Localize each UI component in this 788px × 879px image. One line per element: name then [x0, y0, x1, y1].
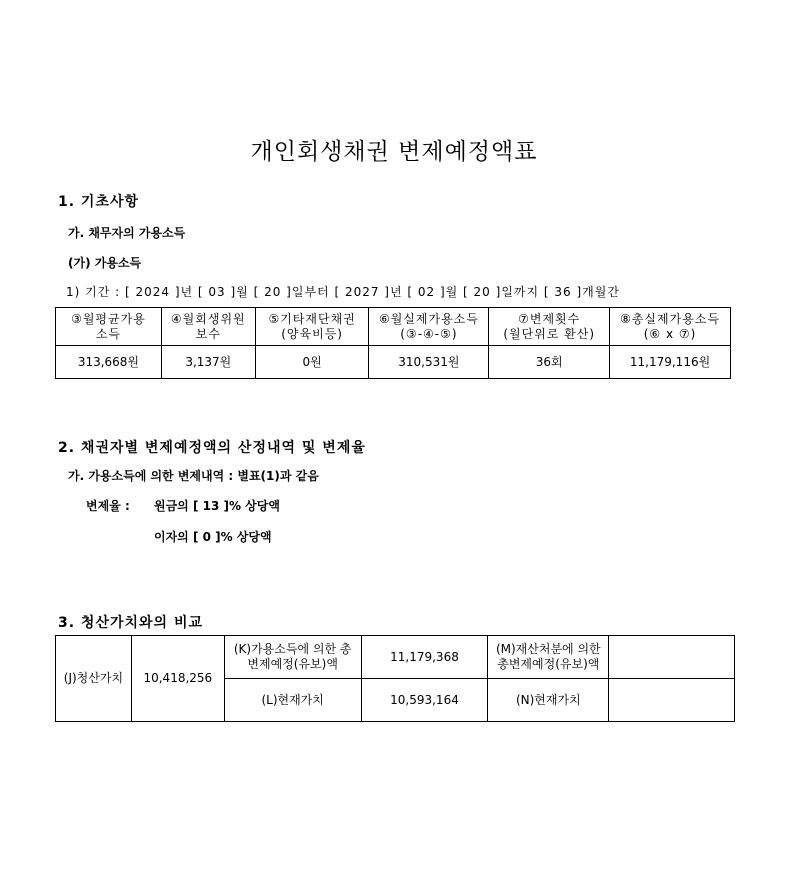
- section1-sub-ga: (가) 가용소득: [68, 256, 142, 270]
- header-commissioner-fee: ④월회생위원 보수: [161, 308, 255, 346]
- l-value: 10,593,164: [361, 679, 488, 722]
- value-commissioner-fee: 3,137원: [161, 346, 255, 379]
- interest-rate-line: 이자의 [ 0 ]% 상당액: [154, 530, 272, 544]
- m-label: (M)재산처분에 의한 총변제예정(유보)액: [488, 636, 609, 679]
- n-label: (N)현재가치: [488, 679, 609, 722]
- k-value: 11,179,368: [361, 636, 488, 679]
- value-total-actual-income: 11,179,116원: [610, 346, 731, 379]
- header-repayment-count: ⑦변제횟수 (월단위로 환산): [489, 308, 610, 346]
- section3-heading: 3. 청산가치와의 비교: [58, 615, 203, 631]
- section1-sub-a: 가. 채무자의 가용소득: [68, 226, 186, 240]
- k-label: (K)가용소득에 의한 총 변제예정(유보)액: [224, 636, 361, 679]
- comparison-row-1: [56, 636, 735, 679]
- document-title: 개인회생채권 변제예정액표: [250, 139, 538, 165]
- section2-heading: 2. 채권자별 변제예정액의 산정내역 및 변제율: [58, 440, 366, 456]
- value-other-claims: 0원: [255, 346, 369, 379]
- value-repayment-count: 36회: [489, 346, 610, 379]
- income-table-header-row: [56, 308, 731, 346]
- income-table: [55, 307, 731, 379]
- l-label: (L)현재가치: [224, 679, 361, 722]
- section1-heading: 1. 기초사항: [58, 194, 140, 210]
- section2-sub-a: 가. 가용소득에 의한 변제내역 : 별표(1)과 같음: [68, 469, 319, 483]
- value-avg-income: 313,668원: [56, 346, 162, 379]
- period-line: 1) 기간 : [ 2024 ]년 [ 03 ]월 [ 20 ]일부터 [ 2027 ]년 [ 02 ]월 [ 20 ]일까지 [ 36 ]개월간: [66, 285, 620, 299]
- liquidation-comparison-table: [55, 635, 735, 722]
- liquidation-value-label: (J)청산가치: [56, 636, 132, 722]
- m-value: [609, 636, 735, 679]
- principal-rate-line: 원금의 [ 13 ]% 상당액: [154, 499, 280, 513]
- header-monthly-actual-income: ⑥월실제가용소득 (③-④-⑤): [369, 308, 489, 346]
- liquidation-value: 10,418,256: [131, 636, 224, 722]
- header-avg-income: ③월평균가용 소득: [56, 308, 162, 346]
- n-value: [609, 679, 735, 722]
- header-other-claims: ⑤기타재단채권 (양육비등): [255, 308, 369, 346]
- value-monthly-actual-income: 310,531원: [369, 346, 489, 379]
- header-total-actual-income: ⑧총실제가용소득 (⑥ x ⑦): [610, 308, 731, 346]
- repayment-rate-label: 변제율 :: [86, 499, 130, 513]
- income-table-value-row: [56, 346, 731, 379]
